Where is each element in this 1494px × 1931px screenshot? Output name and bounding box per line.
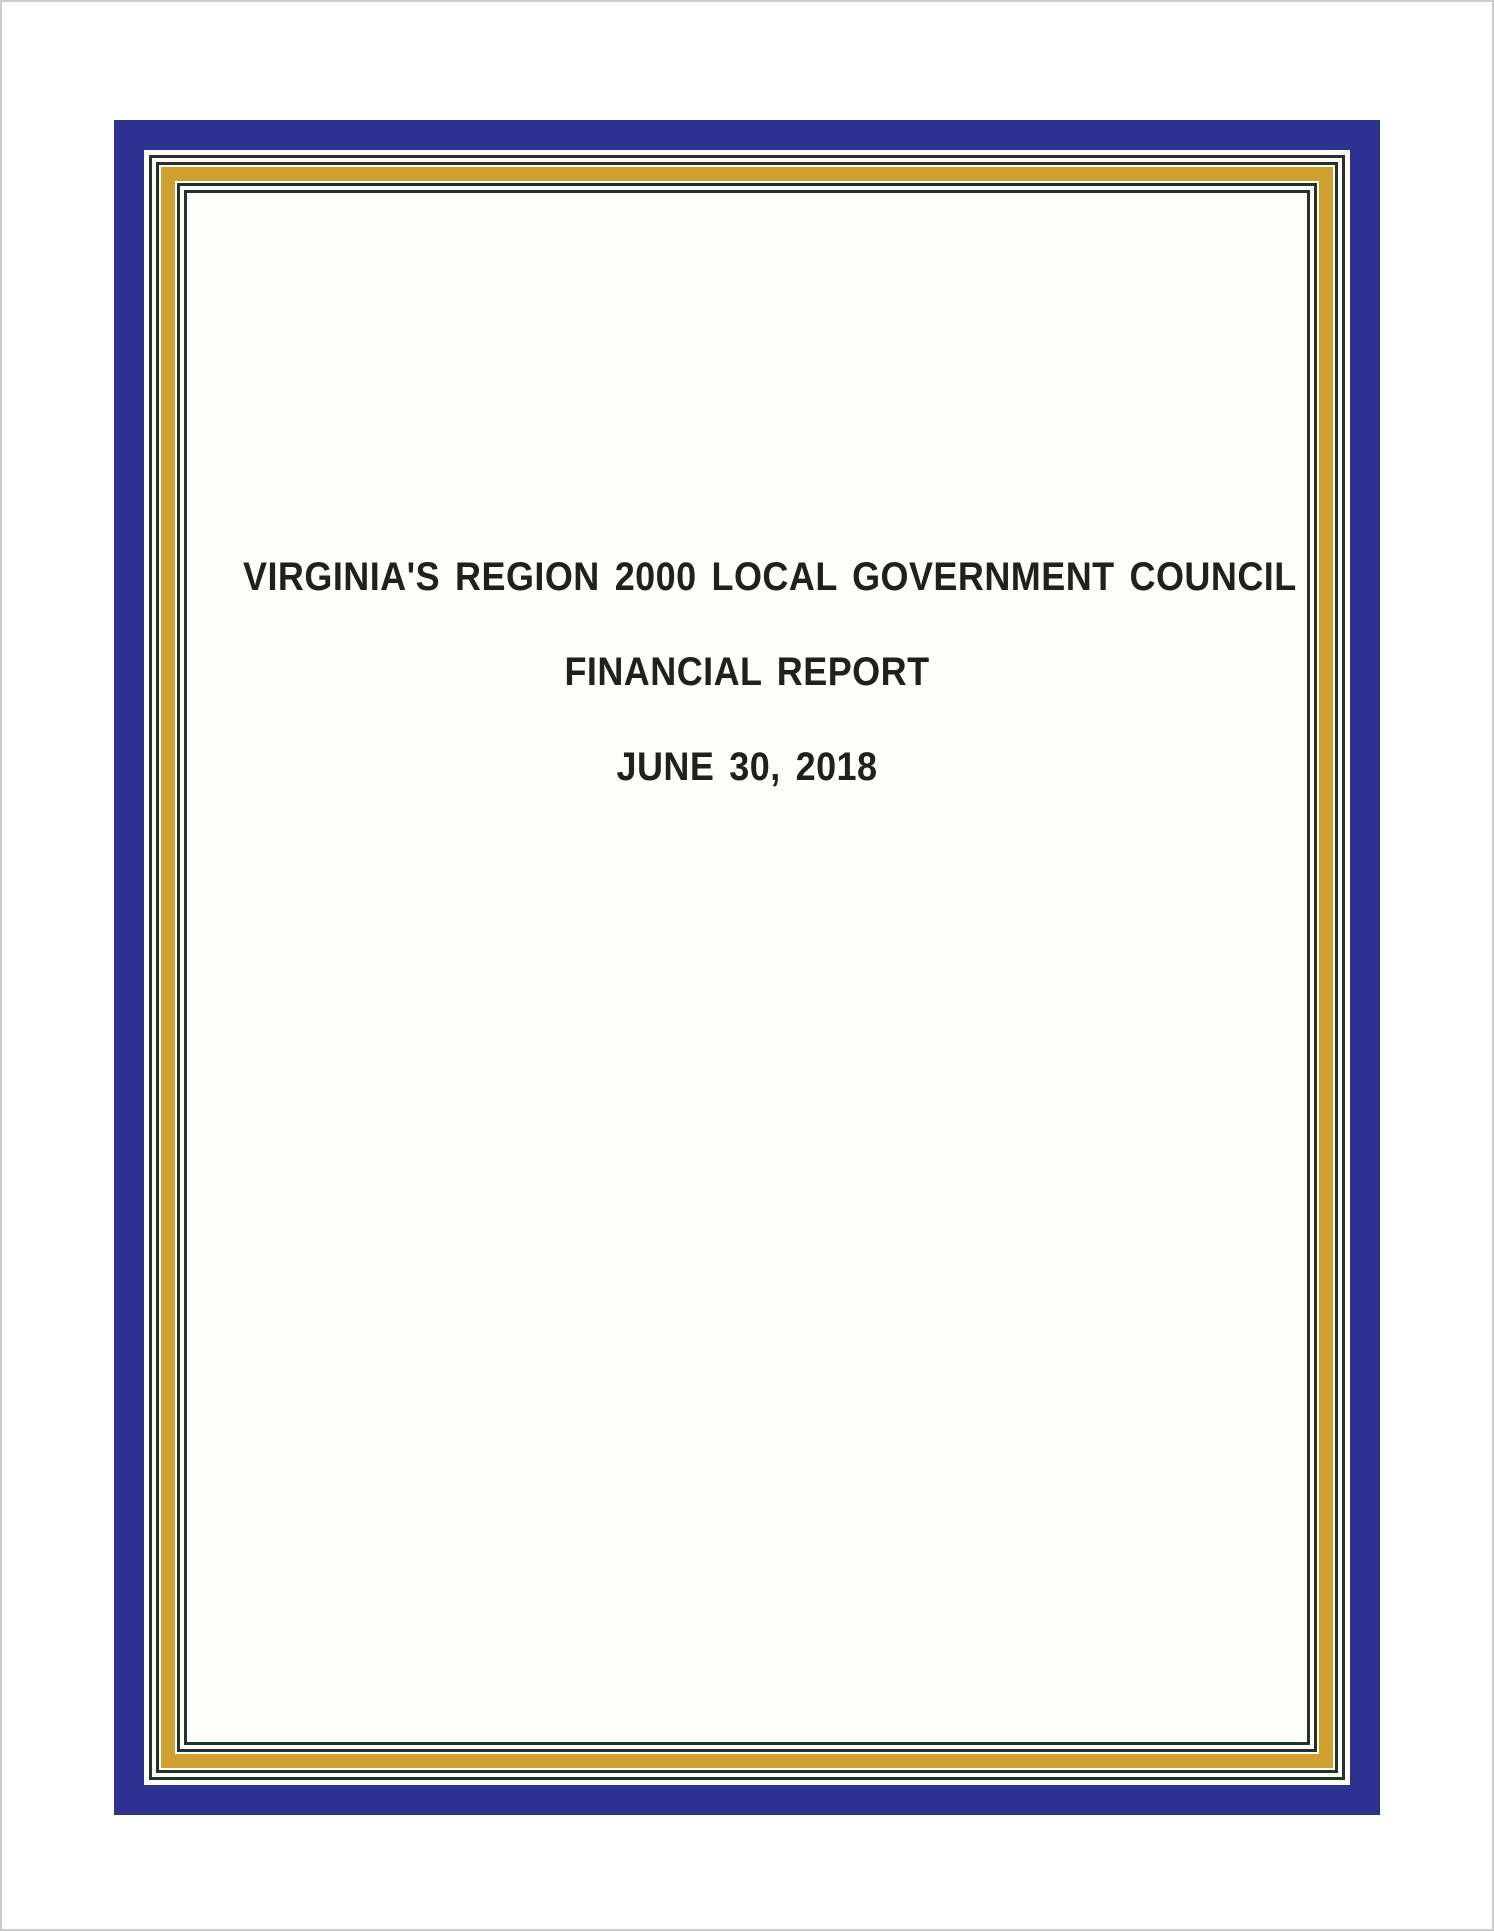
- cover-title-block: [187, 193, 1307, 791]
- council-name-title: VIRGINIA'S REGION 2000 LOCAL GOVERNMENT COUNCIL: [243, 555, 1297, 599]
- cover-border-white-gap: [144, 150, 1350, 1785]
- cover-border-pinstripe-outer-inner: [156, 162, 1338, 1773]
- cover-inner-area: [184, 190, 1310, 1745]
- cover-border-blue-band: [114, 120, 1380, 1815]
- cover-border-pinstripe-inner: [177, 183, 1317, 1752]
- report-title: FINANCIAL REPORT: [564, 650, 930, 694]
- cover-border-pinstripe-outer: [149, 155, 1345, 1780]
- cover-border-gold-band: [161, 167, 1333, 1768]
- report-date: JUNE 30, 2018: [616, 745, 878, 789]
